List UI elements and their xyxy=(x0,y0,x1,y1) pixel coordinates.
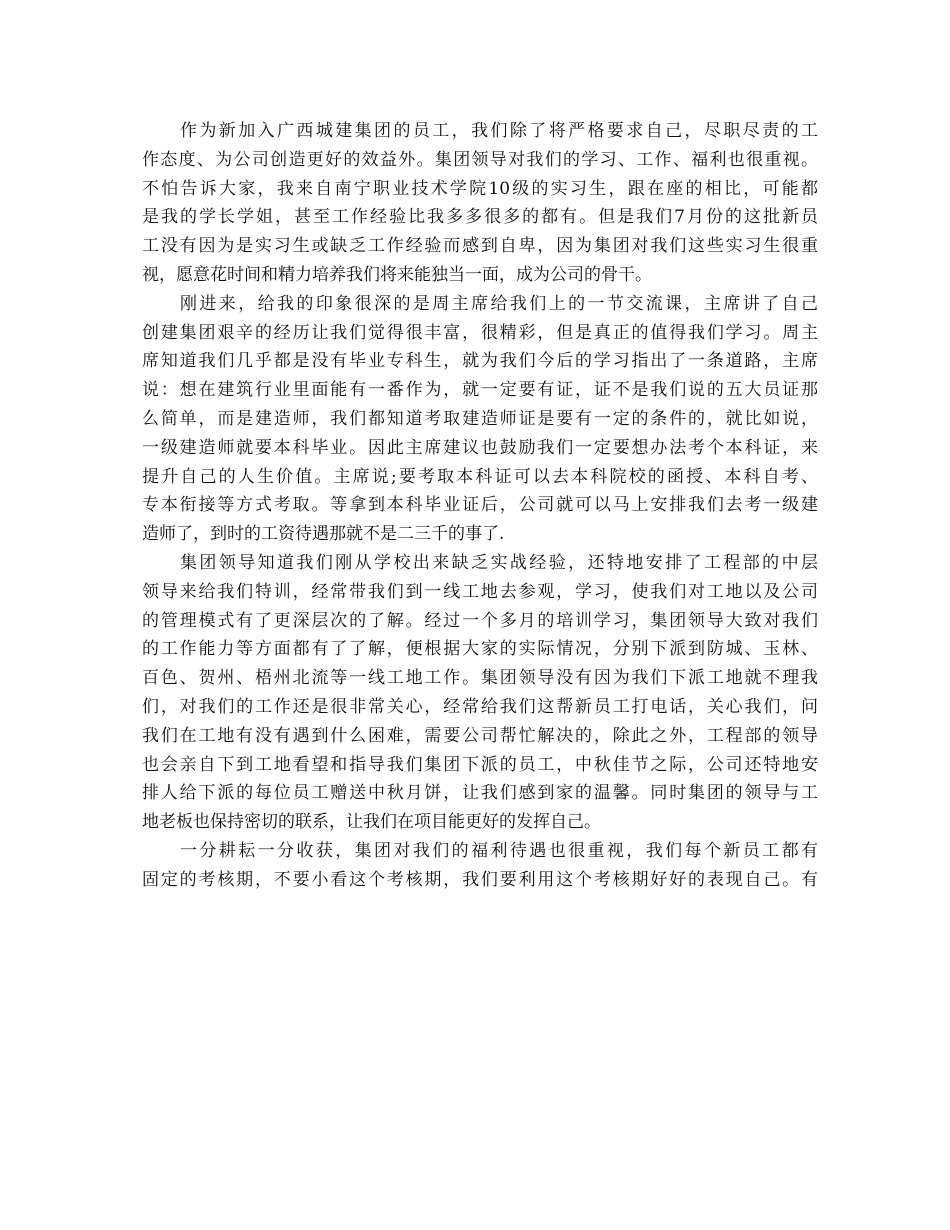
text-line: 说：想在建筑行业里面能有一番作为，就一定要有证，证不是我们说的五大员证那 xyxy=(142,380,818,401)
text-line: 我们在工地有没有遇到什么困难，需要公司帮忙解决的，除此之外，工程部的领导 xyxy=(142,725,818,746)
text-line: 是我的学长学姐，甚至工作经验比我多多很多的都有。但是我们7月份的这批新员 xyxy=(142,207,818,228)
text-line: 领导来给我们特训，经常带我们到一线工地去参观，学习，使我们对工地以及公司 xyxy=(142,581,818,602)
paragraph-1 xyxy=(142,117,818,290)
text-line: 刚进来，给我的印象很深的是周主席给我们上的一节交流课，主席讲了自己 xyxy=(180,293,818,314)
text-line: 的管理模式有了更深层次的了解。经过一个多月的培训学习，集团领导大致对我们 xyxy=(142,610,818,631)
text-line: 百色、贺州、梧州北流等一线工地工作。集团领导没有因为我们下派工地就不理我 xyxy=(142,668,818,689)
text-line: 不怕告诉大家，我来自南宁职业技术学院10级的实习生，跟在座的相比，可能都 xyxy=(142,178,818,199)
paragraph-2 xyxy=(142,290,818,549)
text-line: 的工作能力等方面都有了了解，便根据大家的实际情况，分别下派到防城、玉林、 xyxy=(142,639,818,660)
text-line: 工没有因为是实习生或缺乏工作经验而感到自卑，因为集团对我们这些实习生很重 xyxy=(142,236,818,257)
text-line: 固定的考核期，不要小看这个考核期，我们要利用这个考核期好好的表现自己。有 xyxy=(142,869,818,890)
text-line: 一级建造师就要本科毕业。因此主席建议也鼓励我们一定要想办法考个本科证，来 xyxy=(142,437,818,458)
text-line: 作为新加入广西城建集团的员工，我们除了将严格要求自己，尽职尽责的工 xyxy=(180,121,818,141)
text-line: 地老板也保持密切的联系，让我们在项目能更好的发挥自己。 xyxy=(142,812,601,833)
text-line: 也会亲自下到工地看望和指导我们集团下派的员工，中秋佳节之际，公司还特地安 xyxy=(142,754,818,775)
text-line: 集团领导知道我们刚从学校出来缺乏实战经验，还特地安排了工程部的中层 xyxy=(180,552,818,573)
text-line: 们，对我们的工作还是很非常关心，经常给我们这帮新员工打电话，关心我们，问 xyxy=(142,696,818,717)
text-line: 席知道我们几乎都是没有毕业专科生，就为我们今后的学习指出了一条道路，主席 xyxy=(142,351,818,372)
text-line: 一分耕耘一分收获，集团对我们的福利待遇也很重视，我们每个新员工都有 xyxy=(180,840,818,861)
text-line: 创建集团艰辛的经历让我们觉得很丰富，很精彩，但是真正的值得我们学习。周主 xyxy=(142,322,818,343)
document-page xyxy=(142,117,818,895)
text-line: 提升自己的人生价值。主席说;要考取本科证可以去本科院校的函授、本科自考、 xyxy=(142,466,818,487)
text-line: 作态度、为公司创造更好的效益外。集团领导对我们的学习、工作、福利也很重视。 xyxy=(142,149,818,170)
paragraph-4 xyxy=(142,837,818,895)
text-line: 专本衔接等方式考取。等拿到本科毕业证后，公司就可以马上安排我们去考一级建 xyxy=(142,495,818,516)
text-line: 视，愿意花时间和精力培养我们将来能独当一面，成为公司的骨干。 xyxy=(142,264,652,285)
text-line: 么简单，而是建造师，我们都知道考取建造师证是要有一定的条件的，就比如说， xyxy=(142,408,818,429)
paragraph-3 xyxy=(142,549,818,837)
text-line: 排人给下派的每位员工赠送中秋月饼，让我们感到家的温馨。同时集团的领导与工 xyxy=(142,783,818,804)
text-line: 造师了，到时的工资待遇那就不是二三千的事了. xyxy=(142,524,505,545)
